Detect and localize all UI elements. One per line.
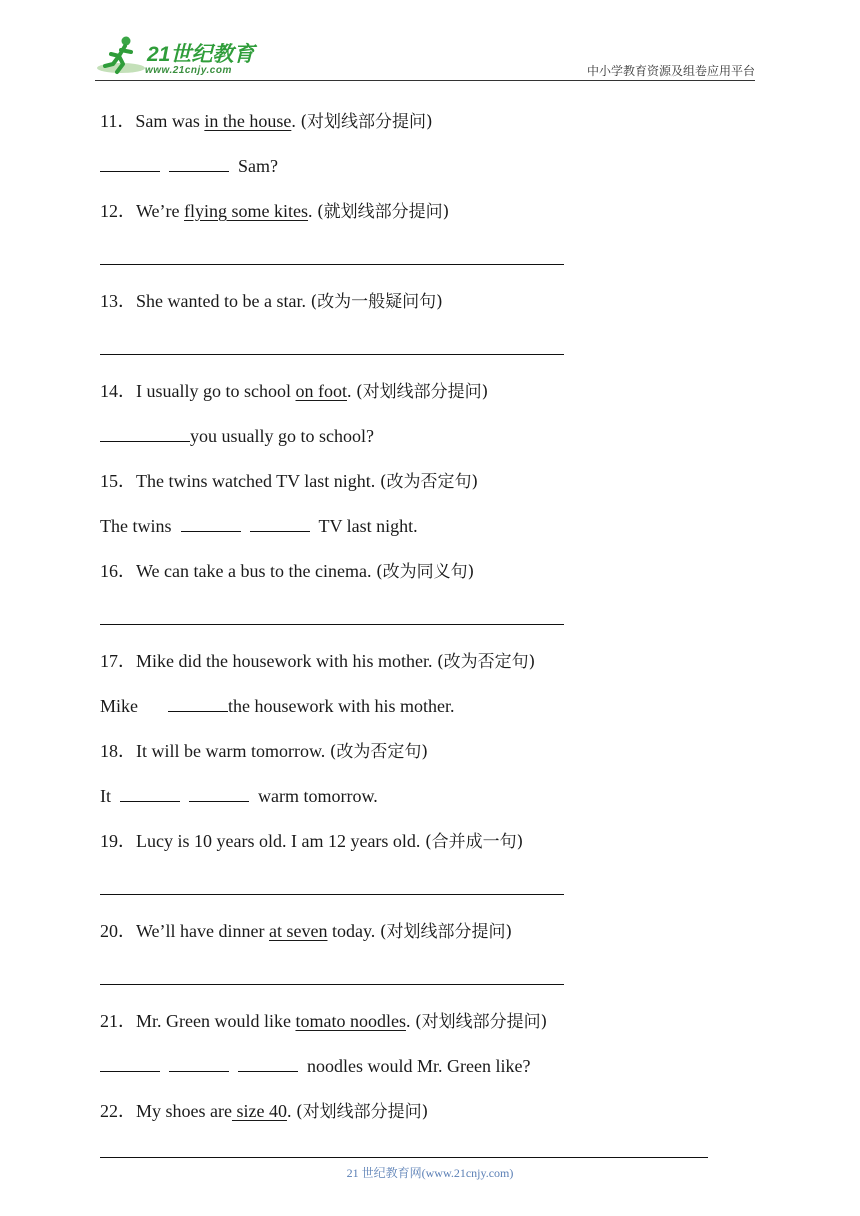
header-platform-text: 中小学教育资源及组卷应用平台	[586, 64, 755, 78]
question-text: Mike did the housework with his mother.	[136, 651, 437, 671]
site-logo	[95, 34, 265, 78]
answer-blank[interactable]	[100, 425, 190, 442]
question-20	[100, 920, 512, 943]
instruction: (改为否定句)	[379, 472, 479, 492]
answer-blank[interactable]	[169, 1055, 229, 1072]
answer-17	[100, 695, 454, 717]
instruction: (对划线部分提问)	[295, 1102, 429, 1122]
question-text: We’re	[136, 201, 185, 221]
answer-blank[interactable]	[120, 785, 180, 802]
header-divider	[95, 80, 755, 81]
question-text: Mr. Green would like	[136, 1011, 296, 1031]
footer-divider	[100, 1157, 708, 1158]
answer-text: It	[100, 786, 111, 806]
answer-blank[interactable]	[169, 155, 229, 172]
question-number: 19．	[100, 831, 136, 851]
question-number: 17．	[100, 651, 136, 671]
underlined-phrase: on foot	[295, 381, 347, 401]
question-15	[100, 470, 478, 493]
underlined-phrase: in the house	[204, 111, 292, 131]
logo-title: 21世纪教育	[147, 43, 255, 66]
question-number: 14．	[100, 381, 136, 401]
answer-text: the housework with his mother.	[228, 696, 455, 716]
question-text: Lucy is 10 years old. I am 12 years old.	[136, 831, 425, 851]
question-text: .	[291, 111, 301, 131]
answer-line[interactable]	[100, 264, 564, 265]
answer-text: Mike	[100, 696, 138, 716]
question-text: .	[347, 381, 356, 401]
question-number: 20．	[100, 921, 136, 941]
question-19	[100, 830, 523, 853]
question-number: 21．	[100, 1011, 136, 1031]
answer-text: The twins	[100, 516, 172, 536]
answer-blank[interactable]	[238, 1055, 298, 1072]
question-11	[100, 110, 433, 133]
instruction: (改为否定句)	[436, 652, 536, 672]
answer-line[interactable]	[100, 354, 564, 355]
answer-blank[interactable]	[100, 155, 160, 172]
instruction: (就划线部分提问)	[317, 202, 450, 222]
question-number: 13．	[100, 291, 136, 311]
question-text: .	[286, 1101, 296, 1121]
answer-21	[100, 1055, 530, 1077]
answer-15	[100, 515, 418, 537]
instruction: (改为同义句)	[375, 562, 475, 582]
question-text: We’ll have dinner	[136, 921, 269, 941]
question-text: My shoes are	[136, 1101, 232, 1121]
question-22	[100, 1100, 428, 1123]
question-17	[100, 650, 535, 673]
question-number: 18．	[100, 741, 136, 761]
question-number: 16．	[100, 561, 136, 581]
answer-14	[100, 425, 374, 447]
question-number: 22．	[100, 1101, 136, 1121]
answer-text: Sam?	[238, 156, 278, 176]
underlined-phrase: size 40	[231, 1101, 287, 1121]
answer-line[interactable]	[100, 984, 564, 985]
question-text: Sam was	[135, 111, 205, 131]
question-13	[100, 290, 443, 313]
logo-url: www.21cnjy.com	[145, 65, 232, 76]
question-18	[100, 740, 428, 763]
question-text: .	[405, 1011, 415, 1031]
underlined-phrase: at seven	[269, 921, 328, 941]
answer-text: you usually go to school?	[190, 426, 374, 446]
instruction: (对划线部分提问)	[379, 922, 513, 942]
underlined-phrase: tomato noodles	[295, 1011, 406, 1031]
question-text: I usually go to school	[136, 381, 296, 401]
question-16	[100, 560, 474, 583]
instruction: (对划线部分提问)	[300, 112, 433, 132]
answer-line[interactable]	[100, 624, 564, 625]
question-text: today.	[327, 921, 380, 941]
instruction: (对划线部分提问)	[414, 1012, 548, 1032]
answer-text: warm tomorrow.	[258, 786, 378, 806]
answer-18	[100, 785, 378, 807]
instruction: (对划线部分提问)	[356, 382, 489, 402]
question-text: She wanted to be a star.	[136, 291, 311, 311]
answer-blank[interactable]	[100, 1055, 160, 1072]
underlined-phrase: flying some kites	[184, 201, 309, 221]
answer-11	[100, 155, 278, 177]
question-12	[100, 200, 449, 223]
answer-blank[interactable]	[250, 515, 310, 532]
instruction: (改为一般疑问句)	[310, 292, 443, 312]
answer-line[interactable]	[100, 894, 564, 895]
question-text: .	[308, 201, 318, 221]
answer-blank[interactable]	[189, 785, 249, 802]
question-text: The twins watched TV last night.	[136, 471, 380, 491]
runner-icon	[95, 34, 145, 78]
instruction: (改为否定句)	[329, 742, 429, 762]
page-footer: 21 世纪教育网(www.21cnjy.com)	[346, 1166, 514, 1180]
answer-blank[interactable]	[181, 515, 241, 532]
question-text: We can take a bus to the cinema.	[136, 561, 376, 581]
question-number: 15．	[100, 471, 136, 491]
page-header	[95, 32, 755, 82]
question-21	[100, 1010, 547, 1033]
answer-text: noodles would Mr. Green like?	[307, 1056, 531, 1076]
question-14	[100, 380, 488, 403]
answer-text: TV last night.	[318, 516, 418, 536]
instruction: (合并成一句)	[424, 832, 524, 852]
answer-blank[interactable]	[168, 695, 228, 712]
question-number: 11．	[100, 111, 136, 131]
question-text: It will be warm tomorrow.	[136, 741, 330, 761]
question-number: 12．	[100, 201, 136, 221]
